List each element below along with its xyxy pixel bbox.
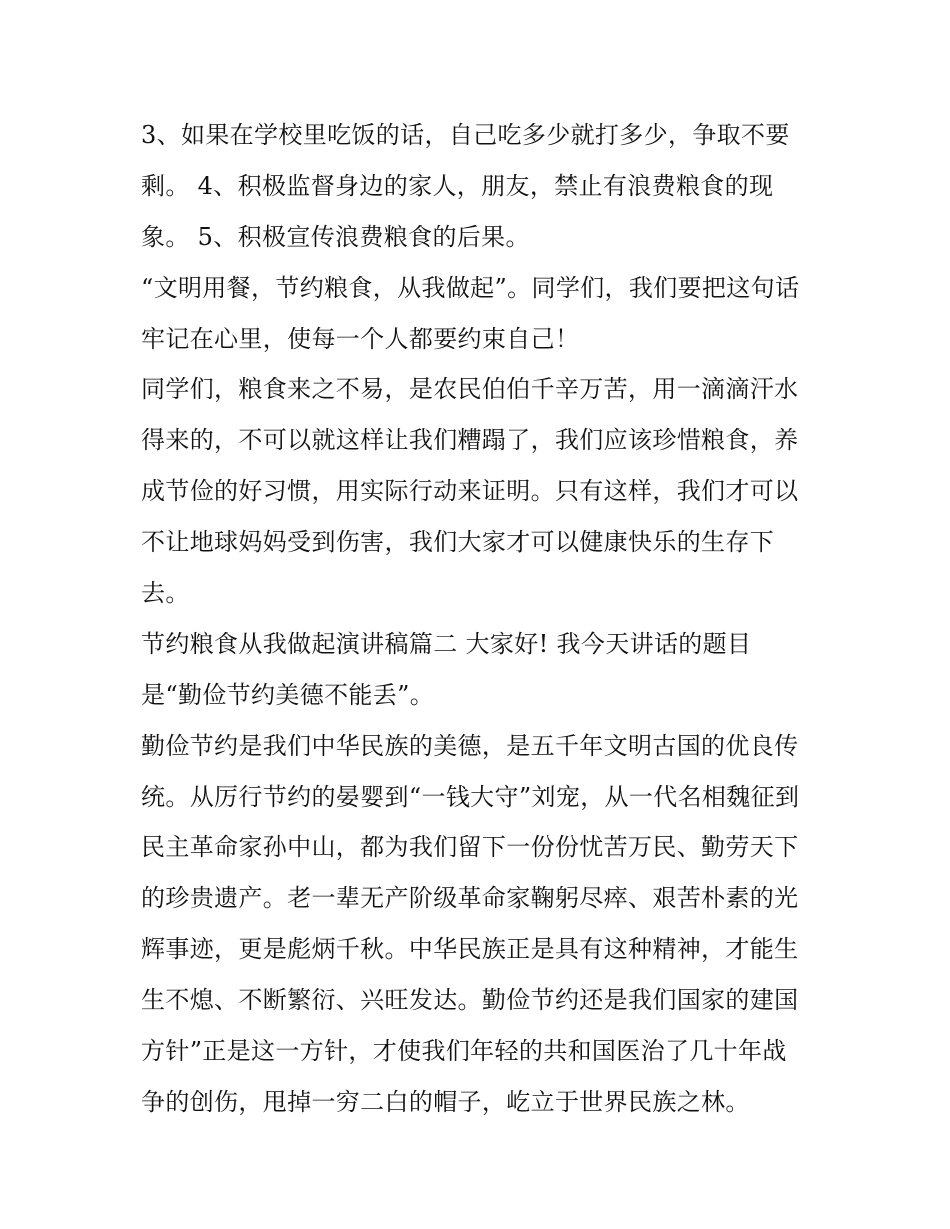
text-line: 去。 xyxy=(141,579,190,608)
body-text xyxy=(141,110,821,1128)
text-line: 不让地球妈妈受到伤害，我们大家才可以健康快乐的生存下 xyxy=(141,528,775,557)
text-line: 同学们，粮食来之不易，是农民伯伯千辛万苦，用一滴滴汗水 xyxy=(141,375,799,404)
text-line: 生不熄、不断繁衍、兴旺发达。勤俭节约还是我们国家的建国 xyxy=(141,986,799,1015)
text-line: 辉事迹，更是彪炳千秋。中华民族正是具有这种精神，才能生 xyxy=(141,935,799,964)
text-line: 方针”正是这一方针，才使我们年轻的共和国医治了几十年战 xyxy=(141,1037,787,1066)
text-line: “文明用餐，节约粮食，从我做起”。同学们，我们要把这句话 xyxy=(141,273,800,302)
text-line: 剩。 4、积极监督身边的家人，朋友，禁止有浪费粮食的现 xyxy=(141,171,774,200)
text-line: 3、如果在学校里吃饭的话，自己吃多少就打多少，争取不要 xyxy=(141,121,790,149)
text-line: 象。 5、积极宣传浪费粮食的后果。 xyxy=(141,222,530,251)
text-line: 统。从厉行节约的晏婴到“一钱大守”刘宠，从一代名相魏征到 xyxy=(141,782,800,811)
text-line: 民主革命家孙中山，都为我们留下一份份忧苦万民、勤劳天下 xyxy=(141,833,799,862)
text-line: 争的创伤，甩掉一穷二白的帽子，屹立于世界民族之林。 xyxy=(141,1087,750,1116)
text-line: 得来的，不可以就这样让我们糟蹋了，我们应该珍惜粮食，养 xyxy=(141,426,799,455)
text-line: 的珍贵遗产。老一辈无产阶级革命家鞠躬尽瘁、艰苦朴素的光 xyxy=(141,884,799,913)
text-line: 节约粮食从我做起演讲稿篇二 大家好! 我今天讲话的题目 xyxy=(141,629,752,658)
text-line: 勤俭节约是我们中华民族的美德，是五千年文明古国的优良传 xyxy=(141,731,799,760)
text-line: 是“勤俭节约美德不能丢”。 xyxy=(141,680,435,709)
text-line: 牢记在心里，使每一个人都要约束自己！ xyxy=(141,324,580,353)
text-line: 成节俭的好习惯，用实际行动来证明。只有这样，我们才可以 xyxy=(141,477,799,506)
